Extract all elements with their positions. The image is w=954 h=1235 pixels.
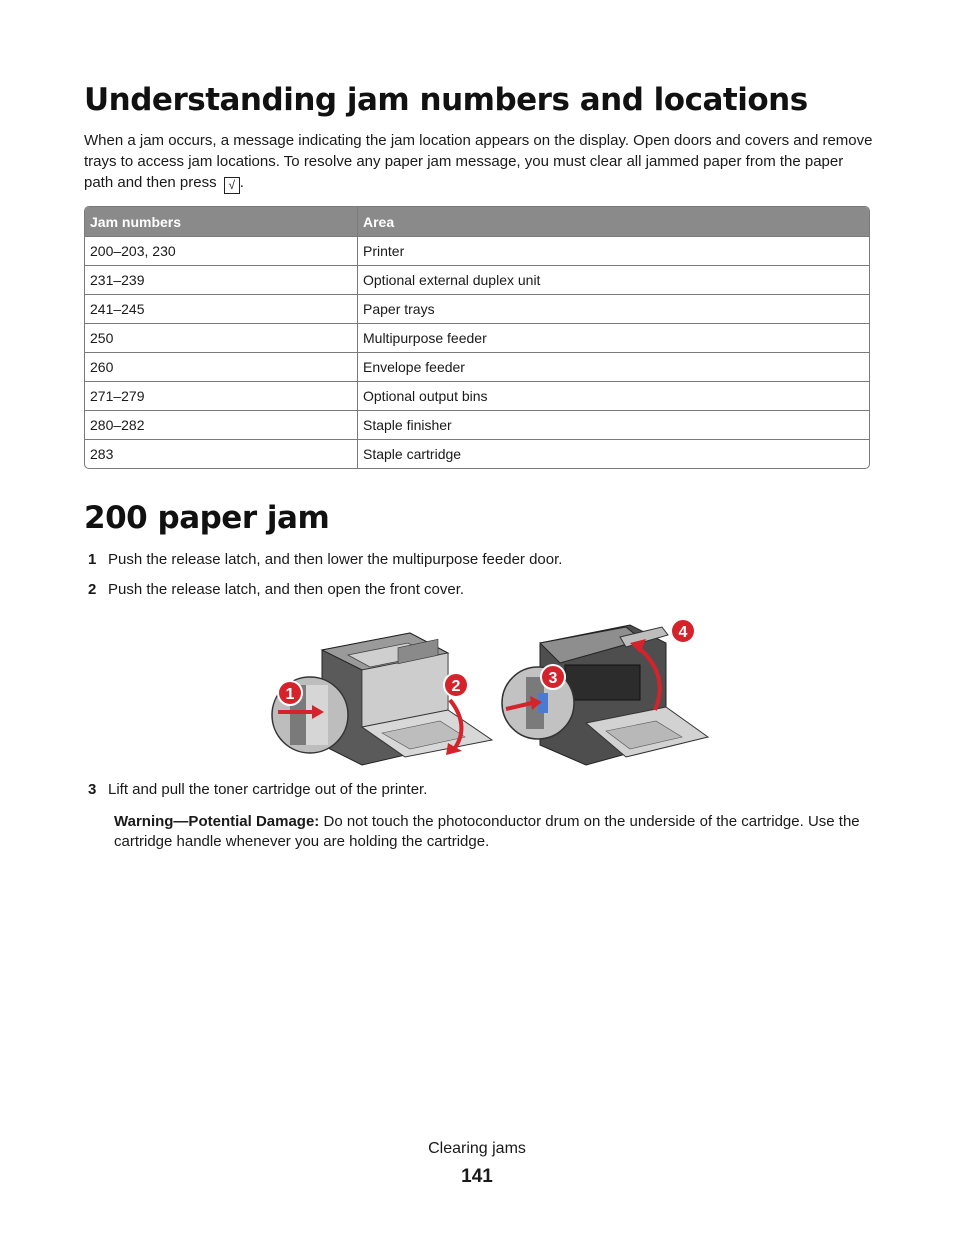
cell-jam-number: 271–279 bbox=[85, 381, 358, 410]
cell-jam-number: 231–239 bbox=[85, 265, 358, 294]
checkmark-key-icon: √ bbox=[224, 177, 240, 194]
step-2 bbox=[88, 581, 464, 598]
printer-left-illustration bbox=[322, 633, 492, 765]
step-number: 2 bbox=[88, 581, 97, 598]
cell-jam-number: 241–245 bbox=[85, 294, 358, 323]
footer-label-text: Clearing jams bbox=[428, 1140, 526, 1157]
cell-area: Printer bbox=[358, 236, 869, 265]
callout-3 bbox=[541, 665, 565, 689]
table-row bbox=[85, 410, 869, 439]
table-header-row bbox=[85, 207, 869, 236]
callout-2-label: 2 bbox=[451, 678, 461, 695]
cell-area: Optional external duplex unit bbox=[358, 265, 869, 294]
header-area: Area bbox=[358, 207, 869, 236]
table-row bbox=[85, 294, 869, 323]
printer-illustration bbox=[270, 615, 710, 770]
cell-area: Staple finisher bbox=[358, 410, 869, 439]
table-row bbox=[85, 236, 869, 265]
callout-4 bbox=[671, 619, 695, 643]
cell-area: Envelope feeder bbox=[358, 352, 869, 381]
table-row bbox=[85, 323, 869, 352]
step-text: Lift and pull the toner cartridge out of the printer. bbox=[108, 781, 428, 798]
table-row bbox=[85, 265, 869, 294]
cell-jam-number: 283 bbox=[85, 439, 358, 468]
step-number: 1 bbox=[88, 551, 97, 568]
cell-area: Staple cartridge bbox=[358, 439, 869, 468]
callout-1-label: 1 bbox=[285, 686, 295, 703]
cell-jam-number: 200–203, 230 bbox=[85, 236, 358, 265]
section-title-200-paper-jam: 200 paper jam bbox=[84, 500, 330, 536]
cell-jam-number: 260 bbox=[85, 352, 358, 381]
cell-jam-number: 250 bbox=[85, 323, 358, 352]
step-text: Push the release latch, and then open the front cover. bbox=[108, 581, 465, 598]
cell-jam-number: 280–282 bbox=[85, 410, 358, 439]
cell-area: Optional output bins bbox=[358, 381, 869, 410]
warning-note bbox=[114, 812, 874, 852]
callout-2 bbox=[444, 673, 468, 697]
page-number: 141 bbox=[461, 1166, 493, 1187]
warning-label: Warning—Potential Damage: bbox=[114, 813, 320, 830]
intro-paragraph bbox=[84, 130, 874, 194]
warning-text: Do not touch the photoconductor drum on the underside of the cartridge. Use the cartridge handle whenever you are holding the cartridge. bbox=[114, 813, 860, 850]
step-text: Push the release latch, and then lower the multipurpose feeder door. bbox=[108, 551, 563, 568]
intro-end: . bbox=[239, 174, 244, 191]
table-row bbox=[85, 381, 869, 410]
jam-numbers-table bbox=[84, 206, 870, 469]
callout-3-label: 3 bbox=[548, 670, 558, 687]
callout-1 bbox=[278, 681, 302, 705]
section-title-understanding: Understanding jam numbers and locations bbox=[84, 82, 808, 118]
table-row bbox=[85, 439, 869, 468]
step-number: 3 bbox=[88, 781, 97, 798]
intro-text: When a jam occurs, a message indicating the jam location appears on the display. Open doors and covers and remove trays to access jam locations. To resolve any paper jam message, you must clear all jammed paper from the paper path and then press bbox=[84, 132, 873, 191]
table-row bbox=[85, 352, 869, 381]
step-3 bbox=[88, 781, 427, 798]
step-1 bbox=[88, 551, 562, 568]
header-jam-numbers: Jam numbers bbox=[85, 207, 358, 236]
cell-area: Paper trays bbox=[358, 294, 869, 323]
cell-area: Multipurpose feeder bbox=[358, 323, 869, 352]
callout-4-label: 4 bbox=[678, 624, 688, 641]
footer-chapter-label bbox=[0, 1140, 954, 1158]
